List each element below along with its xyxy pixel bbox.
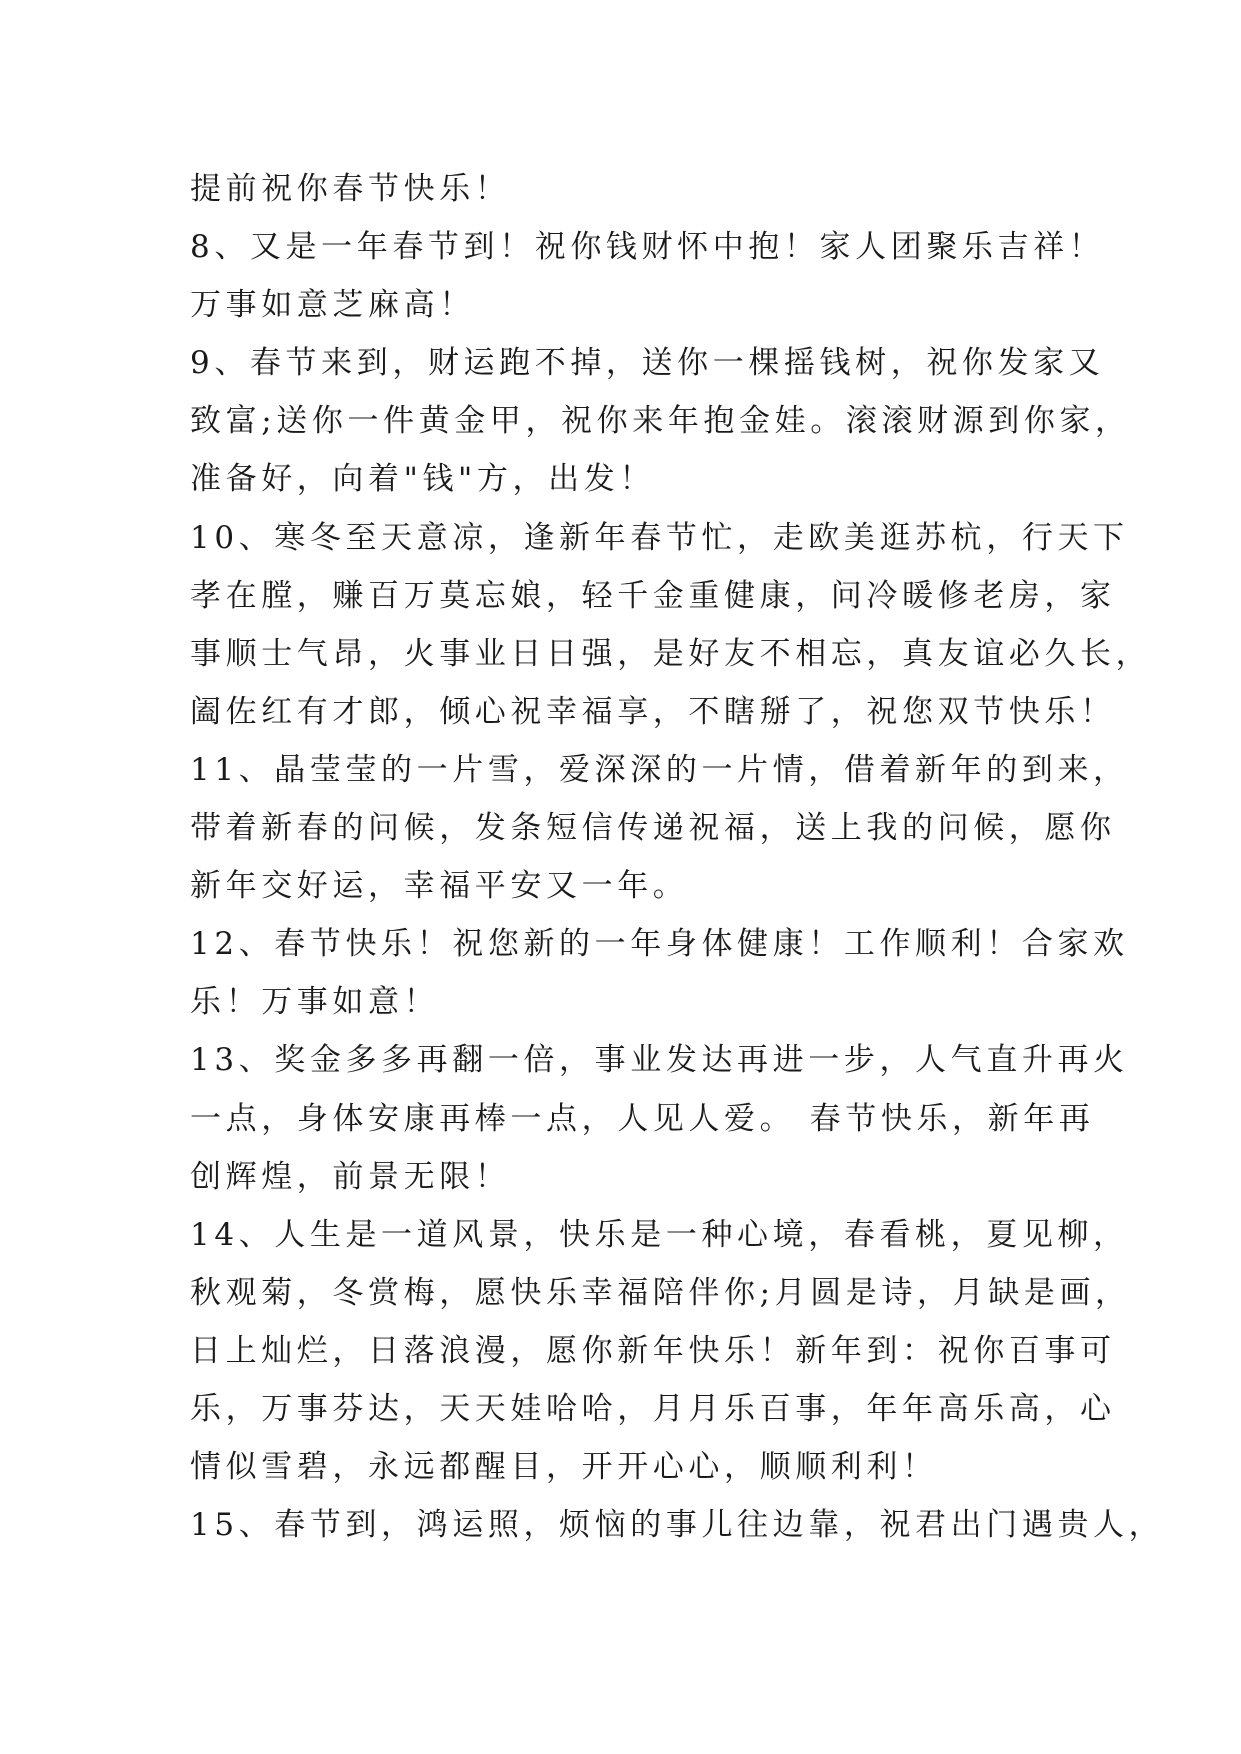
text-line-2: 8、又是一年春节到！祝你钱财怀中抱！家人团聚乐吉祥！ xyxy=(190,229,1105,266)
text-line-16: 13、奖金多多再翻一倍，事业发达再进一步，人气直升再火 xyxy=(190,1042,1129,1079)
text-line-22: 乐，万事芬达，天天娃哈哈，月月乐百事，年年高乐高，心 xyxy=(190,1390,1116,1427)
text-line-15: 乐！万事如意！ xyxy=(190,984,440,1021)
text-line-8: 孝在膛，赚百万莫忘娘，轻千金重健康，问冷暖修老房，家 xyxy=(190,577,1116,614)
text-line-14: 12、春节快乐！祝您新的一年身体健康！工作顺利！合家欢 xyxy=(190,926,1129,963)
text-line-24: 15、春节到，鸿运照，烦恼的事儿往边靠，祝君出门遇贵人， xyxy=(190,1507,1165,1544)
text-line-19: 14、人生是一道风景，快乐是一种心境，春看桃，夏见柳， xyxy=(190,1216,1129,1253)
text-line-3: 万事如意芝麻高！ xyxy=(190,287,475,324)
document-body xyxy=(190,160,1165,1554)
text-line-13: 新年交好运，幸福平安又一年。 xyxy=(190,868,689,905)
text-line-23: 情似雪碧，永远都醒目，开开心心，顺顺利利！ xyxy=(190,1449,938,1486)
text-line-7: 10、寒冬至天意凉，逢新年春节忙，走欧美逛苏杭，行天下 xyxy=(190,519,1129,556)
text-line-18: 创辉煌，前景无限！ xyxy=(190,1158,511,1195)
text-line-6: 准备好，向着"钱"方，出发！ xyxy=(190,461,655,498)
text-line-10: 阖佐红有才郎，倾心祝幸福享，不瞎掰了，祝您双节快乐！ xyxy=(190,693,1116,730)
text-line-12: 带着新春的问候，发条短信传递祝福，送上我的问候，愿你 xyxy=(190,810,1116,847)
text-line-21: 日上灿烂，日落浪漫，愿你新年快乐！新年到：祝你百事可 xyxy=(190,1332,1116,1369)
text-line-17: 一点，身体安康再棒一点，人见人爱。 春节快乐，新年再 xyxy=(190,1100,1095,1137)
text-line-20: 秋观菊，冬赏梅，愿快乐幸福陪伴你;月圆是诗，月缺是画， xyxy=(190,1274,1131,1311)
text-line-4: 9、春节来到，财运跑不掉，送你一棵摇钱树，祝你发家又 xyxy=(190,345,1105,382)
text-line-5: 致富;送你一件黄金甲，祝你来年抱金娃。滚滚财源到你家， xyxy=(190,403,1131,440)
text-line-9: 事顺士气昂，火事业日日强，是好友不相忘，真友谊必久长， xyxy=(190,635,1152,672)
text-line-11: 11、晶莹莹的一片雪，爱深深的一片情，借着新年的到来， xyxy=(190,751,1129,788)
text-line-1: 提前祝你春节快乐！ xyxy=(190,171,511,207)
